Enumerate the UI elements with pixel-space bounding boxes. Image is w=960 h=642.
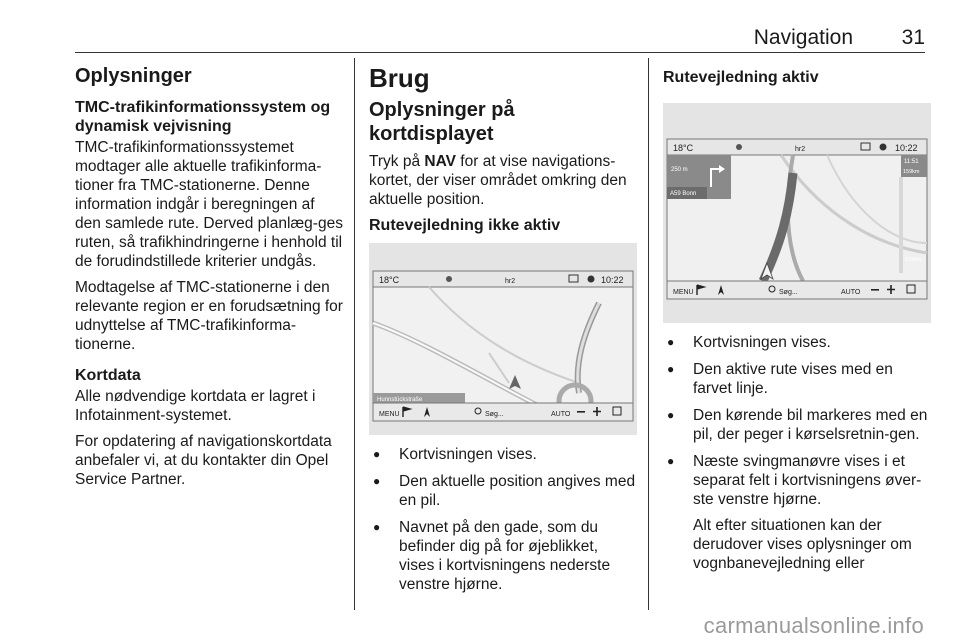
heading-brug: Brug <box>369 63 430 93</box>
paragraph-nav-intro: Tryk på NAV for at vise navigations-kortet, der viser området omkring den aktuelle position. <box>369 153 627 208</box>
list-item: ● Navnet på den gade, som du befinder dig på for øjeblikket, vises i kortvisningens nederste venstre hjørne. <box>369 518 637 594</box>
subheading-kortdata: Kortdata <box>75 367 141 384</box>
menu-button[interactable]: MENU <box>673 289 694 296</box>
list-item: ● Næste svingmanøvre vises i et separat felt i kortvisningens øver-ste venstre hjørne. Alt efter situationen kan der derudover vises oplysninger om vognbanevejledning eller <box>663 452 931 573</box>
list-active <box>663 333 931 573</box>
column-left <box>75 64 343 496</box>
gear-icon <box>588 276 595 283</box>
compass-label: hr2 <box>795 146 806 153</box>
column-right <box>663 64 931 581</box>
header-divider <box>75 52 925 53</box>
list-item: ● Kortvisningen vises. <box>663 333 931 352</box>
list-inactive <box>369 445 637 594</box>
location-pin-icon <box>736 144 742 150</box>
screenshot-guidance-active <box>663 103 931 323</box>
gear-icon <box>880 144 887 151</box>
caption-guidance-active: Rutevejledning aktiv <box>663 69 819 86</box>
section-title: Navigation <box>753 26 853 49</box>
caption-guidance-inactive: Rutevejledning ikke aktiv <box>369 217 561 234</box>
zoom-out-icon[interactable] <box>577 411 585 413</box>
clock: 10:22 <box>895 143 918 153</box>
subheading-tmc: TMC-trafikinformationssystem og dynamisk vejvisning <box>75 99 331 135</box>
column-divider-1 <box>354 58 355 610</box>
list-item: ● Den aktuelle position angives med en pil. <box>369 472 637 510</box>
watermark: carmanualsonline.info <box>703 613 924 638</box>
location-pin-icon <box>446 276 452 282</box>
temperature: 18°C <box>673 143 694 153</box>
clock: 10:22 <box>601 275 624 285</box>
nav-key: NAV <box>424 153 456 170</box>
map-screen-inactive <box>369 243 637 435</box>
zoom-out-icon[interactable] <box>871 289 879 291</box>
page-header <box>75 26 925 52</box>
column-middle <box>369 64 637 602</box>
paragraph-tmc: TMC-trafikinformationssystemet modtager alle aktuelle trafikinforma-tioner fra TMC-stationerne. Denne information indgår i beregningen af den samlede rute. Derved planlæg-ges ruten, så trafikhindringerne i henhold til de forudindstillede kriterier undgås. <box>75 139 343 270</box>
list-item: ● Kortvisningen vises. <box>369 445 637 464</box>
page-number: 31 <box>901 26 925 49</box>
route-progress-bar <box>899 177 903 273</box>
remaining-distance: 159km <box>903 169 920 175</box>
search-button[interactable]: Søg... <box>779 289 798 296</box>
turn-distance: 250 m <box>671 167 688 173</box>
street-name: Hunnstückstraße <box>377 397 423 403</box>
paragraph-update: For opdatering af navigationskortdata anbefaler vi, at du kontakter din Opel Service Partner. <box>75 433 332 488</box>
menu-button[interactable]: MENU <box>379 411 400 418</box>
auto-zoom-button[interactable]: AUTO <box>841 289 861 296</box>
subheading-kortdisplay: Oplysninger på kortdisplayet <box>369 99 515 145</box>
screenshot-guidance-inactive <box>369 243 637 435</box>
paragraph-kortdata: Alle nødvendige kortdata er lagret i Infotainment-systemet. <box>75 388 316 424</box>
search-button[interactable]: Søg... <box>485 411 504 418</box>
temperature: 18°C <box>379 275 400 285</box>
progress-distance: 159km <box>905 257 922 263</box>
compass-label: hr2 <box>505 278 516 285</box>
list-item: ● Den aktive rute vises med en farvet linje. <box>663 360 931 398</box>
heading-oplysninger: Oplysninger <box>75 65 192 87</box>
list-item: ● Den kørende bil markeres med en pil, der peger i kørselsretnin-gen. <box>663 406 931 444</box>
paragraph-tmc-reception: Modtagelse af TMC-stationerne i den relevante region er en forudsætning for udnyttelse af TMC-trafikinforma-tionerne. <box>75 279 343 353</box>
list-item-continuation: Alt efter situationen kan der derudover vises oplysninger om vognbanevejledning eller <box>693 517 912 572</box>
column-divider-2 <box>648 58 649 610</box>
map-screen-active <box>663 103 931 323</box>
auto-zoom-button[interactable]: AUTO <box>551 411 571 418</box>
turn-road-name: A59 Bonn <box>670 191 697 197</box>
eta-time: 11:51 <box>904 159 919 165</box>
